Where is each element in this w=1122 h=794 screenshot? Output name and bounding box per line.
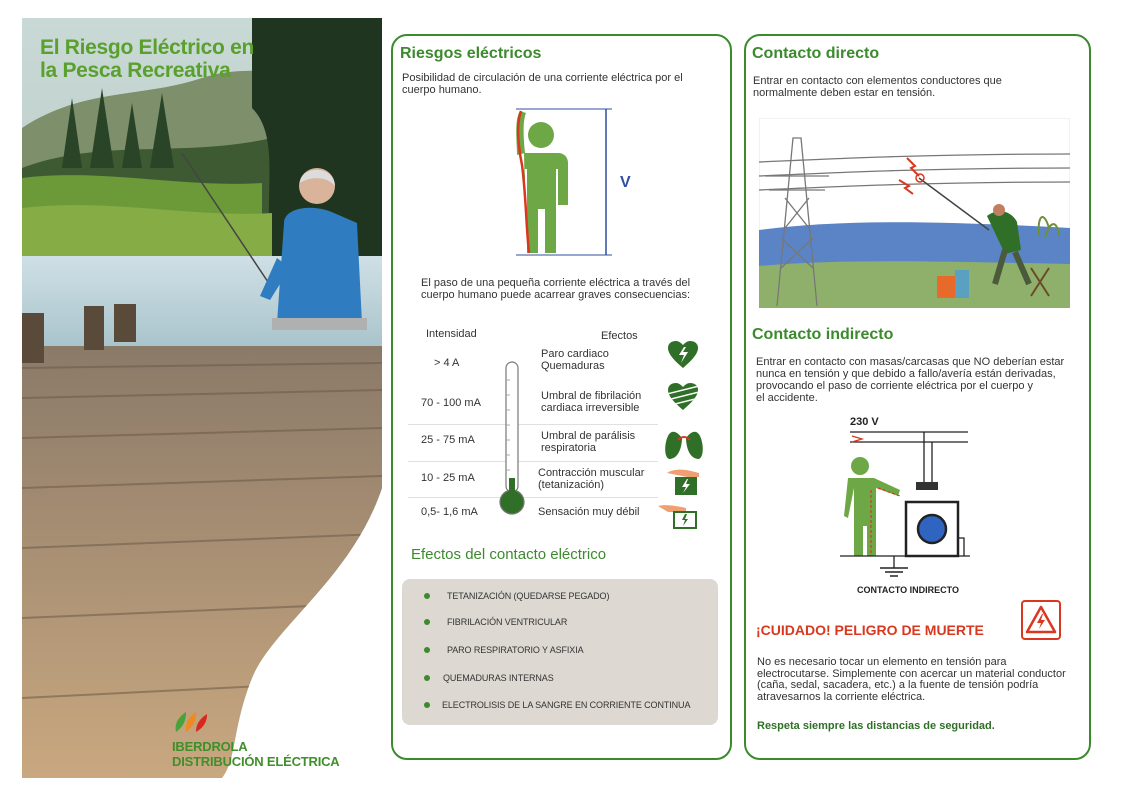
contacto-indirecto-line-4: el accidente. bbox=[756, 392, 818, 404]
intensidad-row-2: 70 - 100 mA bbox=[421, 397, 481, 409]
efecto-item-3: PARO RESPIRATORIO Y ASFIXIA bbox=[447, 645, 584, 655]
contacto-indirecto-caption: CONTACTO INDIRECTO bbox=[857, 585, 960, 595]
human-voltage-illustration bbox=[500, 105, 640, 260]
efectos-title: Efectos del contacto eléctrico bbox=[411, 546, 607, 563]
bullet-icon bbox=[424, 593, 430, 599]
hand-shock-icon bbox=[665, 465, 703, 497]
efecto-row-1-line-1: Paro cardiaco bbox=[541, 348, 609, 360]
intensidad-row-3: 25 - 75 mA bbox=[421, 434, 475, 446]
warning-text: No es necesario tocar un elemento en tensión para electrocutarse. Simplemente con acercar un material conductor (caña, sedal, sacadera, etc.) a la fuente de tensión podría atravesarnos la corriente eléctrica. bbox=[757, 656, 1066, 703]
contacto-directo-title: Contacto directo bbox=[752, 45, 880, 62]
table-divider bbox=[408, 461, 658, 462]
contacto-indirecto-title: Contacto indirecto bbox=[752, 326, 894, 343]
efecto-row-2-line-1: Umbral de fibrilación bbox=[541, 390, 642, 402]
contacto-indirecto-line-3: provocando el paso de corriente eléctrica por el cuerpo y bbox=[756, 380, 1033, 392]
efecto-row-2-line-2: cardiaca irreversible bbox=[541, 402, 640, 414]
respeta-text: Respeta siempre las distancias de seguridad. bbox=[757, 720, 995, 732]
contacto-indirecto-line-1: Entrar en contacto con masas/carcasas que NO deberían estar bbox=[756, 356, 1065, 368]
warning-box bbox=[1021, 600, 1061, 640]
voltage-230-label: 230 V bbox=[850, 416, 879, 428]
efecto-row-4-line-1: Contracción muscular bbox=[538, 467, 645, 479]
thermometer-icon bbox=[497, 360, 527, 518]
iberdrola-leaf-icon bbox=[172, 708, 212, 734]
efecto-row-1-line-2: Quemaduras bbox=[541, 360, 605, 372]
intensidad-row-5: 0,5- 1,6 mA bbox=[421, 506, 478, 518]
riesgos-intro: Posibilidad de circulación de una corriente eléctrica por el cuerpo humano. bbox=[402, 72, 683, 96]
efecto-row-3-line-2: respiratoria bbox=[541, 442, 597, 454]
efecto-item-4: QUEMADURAS INTERNAS bbox=[443, 673, 554, 683]
table-divider bbox=[408, 497, 658, 498]
intensidad-row-1: > 4 A bbox=[434, 357, 460, 369]
contacto-indirecto-line-2: nunca en tensión y que debido a fallo/avería están derivadas, bbox=[756, 368, 1056, 380]
direct-contact-illustration bbox=[759, 118, 1070, 308]
bullet-icon bbox=[424, 702, 430, 708]
cover-photo bbox=[22, 18, 382, 778]
striped-heart-icon bbox=[667, 382, 699, 412]
iberdrola-logo bbox=[172, 708, 340, 769]
indirect-contact-illustration bbox=[840, 428, 980, 580]
bullet-icon bbox=[424, 675, 430, 681]
efecto-item-5: ELECTROLISIS DE LA SANGRE EN CORRIENTE CONTINUA bbox=[442, 700, 691, 710]
riesgos-paso-text: El paso de una pequeña corriente eléctrica a través del cuerpo humano puede acarrear graves consecuencias: bbox=[421, 277, 691, 301]
cover-panel bbox=[22, 18, 382, 778]
bullet-icon bbox=[424, 647, 430, 653]
finger-touch-icon bbox=[656, 502, 700, 530]
table-divider bbox=[408, 424, 658, 425]
efecto-row-3-line-1: Umbral de parálisis bbox=[541, 430, 636, 442]
efecto-item-2: FIBRILACIÓN VENTRICULAR bbox=[447, 617, 568, 627]
bullet-icon bbox=[424, 619, 430, 625]
efecto-row-4-line-2: (tetanización) bbox=[538, 479, 605, 491]
voltage-label: V bbox=[620, 174, 631, 191]
efecto-row-5-line-1: Sensación muy débil bbox=[538, 506, 640, 518]
high-voltage-icon bbox=[1023, 602, 1059, 638]
efecto-item-1: TETANIZACIÓN (QUEDARSE PEGADO) bbox=[447, 591, 610, 601]
col-efectos: Efectos bbox=[601, 330, 638, 342]
warning-title: ¡CUIDADO! PELIGRO DE MUERTE bbox=[756, 622, 984, 638]
broken-heart-icon bbox=[667, 340, 699, 370]
riesgos-title: Riesgos eléctricos bbox=[400, 45, 542, 62]
lungs-icon bbox=[662, 424, 706, 462]
cover-title-line-2: la Pesca Recreativa bbox=[40, 59, 231, 82]
logo-line-1: IBERDROLA bbox=[172, 739, 248, 754]
cover-title bbox=[40, 36, 300, 82]
cover-title-line-1: El Riesgo Eléctrico en bbox=[40, 36, 254, 59]
logo-line-2: DISTRIBUCIÓN ELÉCTRICA bbox=[172, 754, 340, 769]
intensidad-row-4: 10 - 25 mA bbox=[421, 472, 475, 484]
col-intensidad: Intensidad bbox=[426, 328, 477, 340]
contacto-directo-text: Entrar en contacto con elementos conductores que normalmente deben estar en tensión. bbox=[753, 75, 1002, 99]
